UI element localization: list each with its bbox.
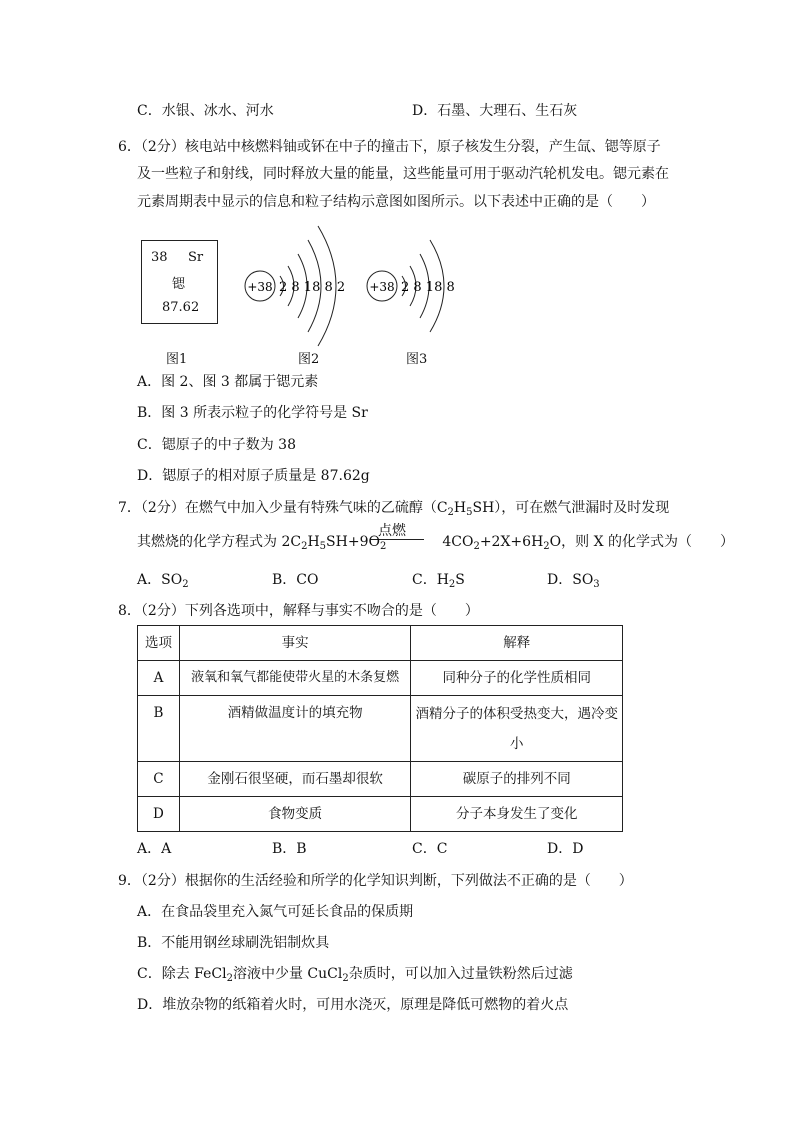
nucleus-charge: +38 [369,280,395,294]
q6-option-d: D．锶原子的相对原子质量是 87.62g [137,468,370,484]
table-row: C 金刚石很坚硬，而石墨却很软 碳原子的排列不同 [138,762,623,797]
q6-stem-line-1: 6．（2分）核电站中核燃料铀或钚在中子的撞击下，原子核发生分裂，产生氙、锶等原子 [118,139,661,155]
q9-option-a: A．在食品袋里充入氮气可延长食品的保质期 [137,904,414,920]
q5-option-c: C．水银、冰水、河水 [137,103,274,119]
element-card [141,240,218,324]
q8-option-a: A．A [137,841,172,857]
atomic-mass: 87.62 [162,300,200,315]
table-row: D 食物变质 分子本身发生了变化 [138,797,623,832]
q6-option-a: A．图 2、图 3 都属于锶元素 [137,374,319,390]
q9-option-d: D．堆放杂物的纸箱着火时，可用水浇灭，原理是降低可燃物的着火点 [137,997,569,1013]
figure-caption-1: 图1 [166,352,188,367]
table-header-row [138,626,623,661]
q9-option-c: C．除去 FeCl$_2$溶液中少量 CuCl$_2$杂质时，可以加入过量铁粉然后过滤 [137,966,573,984]
atomic-number: 38 [151,250,168,265]
q5-option-d: D．石墨、大理石、生石灰 [412,103,578,119]
header-explanation: 解释 [411,626,623,661]
shell-electron-counts: 2 8 18 8 [401,280,455,295]
ion-structure-diagram-fig3 [362,232,462,340]
q7-stem-line-1: 7．（2分）在燃气中加入少量有特殊气味的乙硫醇$(C_2H_5SH)$，可在燃气泄漏时及时发现 [118,500,670,518]
shell-electron-counts: 2 8 18 8 2 [279,280,346,295]
q9-option-b: B．不能用钢丝球刷洗铝制炊具 [137,935,330,951]
facts-table [137,625,623,832]
q7-stem-line-2: 其燃烧的化学方程式为 $2C_2H_5SH+9O_2$ $4CO_2+2X+6H_2O$，则 X 的化学式为（ ） [137,534,735,552]
q8-option-b: B．B [272,841,307,857]
q8-option-d: D．D [547,841,584,857]
header-fact: 事实 [179,626,410,661]
q9-stem: 9．（2分）根据你的生活经验和所学的化学知识判断，下列做法不正确的是（ ） [118,873,633,889]
header-option: 选项 [138,626,180,661]
reaction-condition: 点燃 [378,523,406,539]
q6-stem-line-3: 元素周期表中显示的信息和粒子结构示意图如图所示。以下表述中正确的是（ ） [137,194,655,210]
q7-option-d: D．$SO_3$ [547,572,600,590]
table-row: A 液氧和氧气都能使带火星的木条复燃 同种分子的化学性质相同 [138,661,623,696]
q7-option-a: A．$SO_2$ [137,572,189,590]
q8-option-c: C．C [412,841,448,857]
atom-structure-diagram-fig2 [240,222,360,348]
table-row: B 酒精做温度计的填充物 酒精分子的体积受热变大，遇冷变小 [138,696,623,762]
figure-caption-2: 图2 [298,352,320,367]
element-name: 锶 [172,277,186,292]
q6-option-c: C．锶原子的中子数为 38 [137,437,296,453]
q6-stem-line-2: 及一些粒子和射线，同时释放大量的能量，这些能量可用于驱动汽轮机发电。锶元素在 [137,166,669,182]
q7-option-b: B．CO [272,572,319,588]
q7-option-c: C．$H_2S$ [412,572,465,590]
element-symbol: Sr [188,250,204,265]
nucleus-charge: +38 [247,280,273,294]
q6-option-b: B．图 3 所表示粒子的化学符号是 Sr [137,405,368,421]
figure-caption-3: 图3 [406,352,428,367]
q8-stem: 8．（2分）下列各选项中，解释与事实不吻合的是（ ） [118,603,479,619]
